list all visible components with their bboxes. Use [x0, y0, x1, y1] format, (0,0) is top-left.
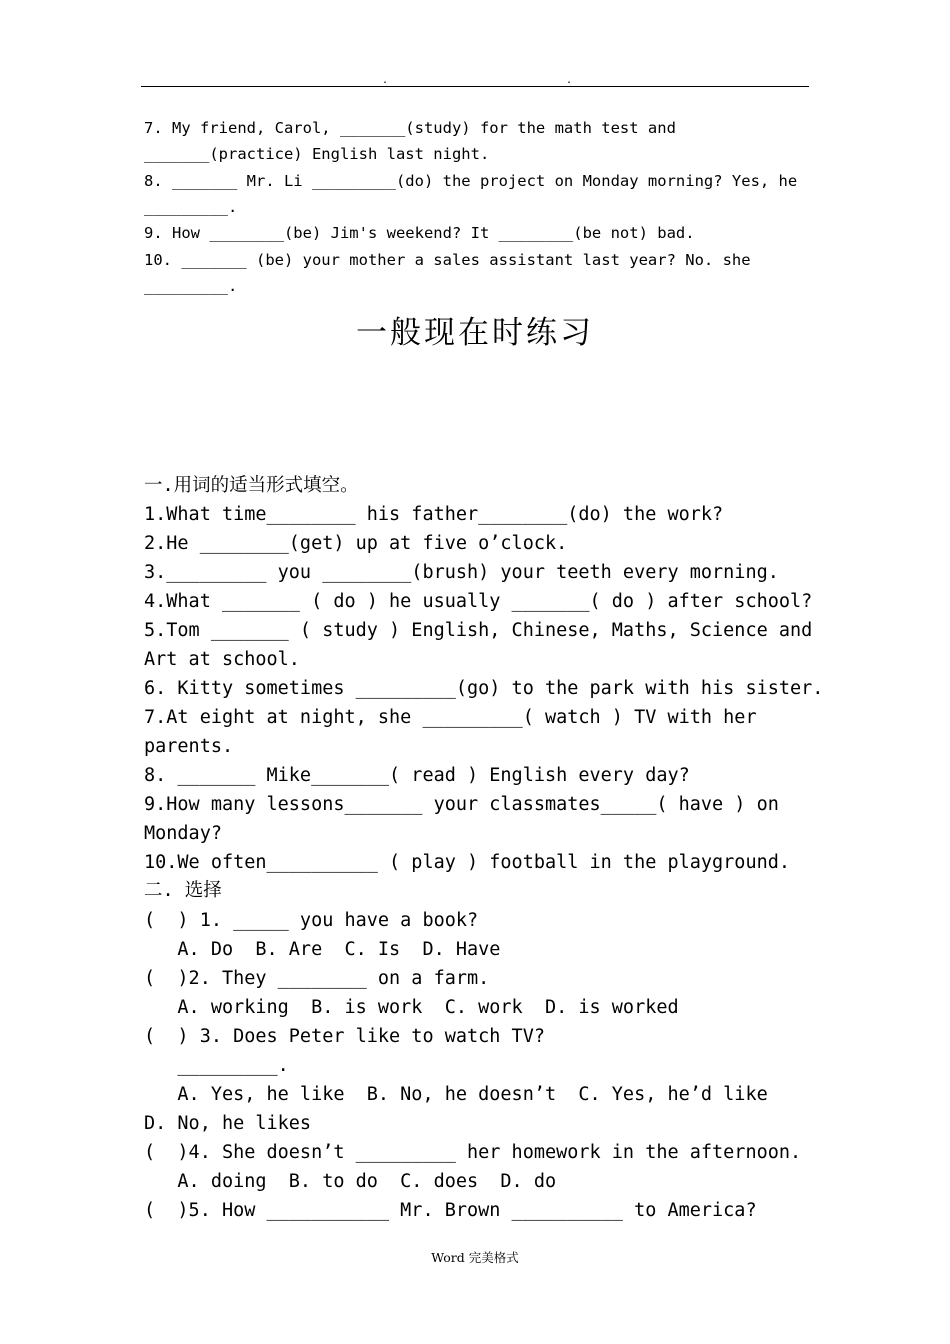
question-line: ( )2. They ________ on a farm. — [144, 968, 490, 989]
header-dot: . — [566, 75, 573, 86]
option-line: A. doing B. to do C. does D. do — [144, 1171, 557, 1192]
question-line: ( )5. How ___________ Mr. Brown __________ to America? — [144, 1200, 757, 1221]
question-line: 1.What time________ his father________(do) the work? — [144, 504, 724, 525]
option-line: A. Yes, he like B. No, he doesn’t C. Yes, he’d like — [144, 1084, 768, 1105]
question-line: 8. _______ Mike_______( read ) English every day? — [144, 765, 690, 786]
section-heading: 一.用词的适当形式填空。 — [144, 475, 359, 496]
exercise-line: _________. — [144, 277, 238, 295]
question-line: 10.We often__________ ( play ) football in the playground. — [144, 852, 791, 873]
exercise-line: _________. — [144, 198, 238, 216]
section-heading: 二. 选择 — [144, 880, 222, 901]
question-line: parents. — [144, 736, 234, 757]
page-footer: Word 完美格式 — [431, 1250, 519, 1265]
exercise-line: 9. How ________(be) Jim's weekend? It ________(be not) bad. — [144, 224, 695, 242]
question-line: Monday? — [144, 823, 222, 844]
question-line: ( ) 3. Does Peter like to watch TV? — [144, 1026, 545, 1047]
exercise-line: 8. _______ Mr. Li _________(do) the project on Monday morning? Yes, he — [144, 172, 798, 190]
question-line: 6. Kitty sometimes _________(go) to the park with his sister. — [144, 678, 824, 699]
answer-blank: _________. — [144, 1055, 289, 1076]
exercise-line: _______(practice) English last night. — [144, 145, 490, 163]
header-dot: . — [382, 75, 389, 86]
question-line: Art at school. — [144, 649, 300, 670]
question-line: ( ) 1. _____ you have a book? — [144, 910, 479, 931]
option-line: A. Do B. Are C. Is D. Have — [144, 939, 501, 960]
option-line: A. working B. is work C. work D. is worked — [144, 997, 679, 1018]
question-line: 3._________ you ________(brush) your teeth every morning. — [144, 562, 779, 583]
exercise-line: 7. My friend, Carol, _______(study) for the math test and — [144, 119, 676, 137]
option-line: D. No, he likes — [144, 1113, 312, 1134]
exercise-line: 10. _______ (be) your mother a sales assistant last year? No. she — [144, 251, 751, 269]
question-line: 5.Tom _______ ( study ) English, Chinese, Maths, Science and — [144, 620, 813, 641]
question-line: 4.What _______ ( do ) he usually _______( do ) after school? — [144, 591, 813, 612]
page-title: 一般现在时练习 — [356, 315, 594, 351]
question-line: 9.How many lessons_______ your classmates_____( have ) on — [144, 794, 779, 815]
question-line: ( )4. She doesn’t _________ her homework in the afternoon. — [144, 1142, 802, 1163]
question-line: 7.At eight at night, she _________( watch ) TV with her — [144, 707, 757, 728]
header-rule — [141, 86, 809, 87]
question-line: 2.He ________(get) up at five o’clock. — [144, 533, 568, 554]
